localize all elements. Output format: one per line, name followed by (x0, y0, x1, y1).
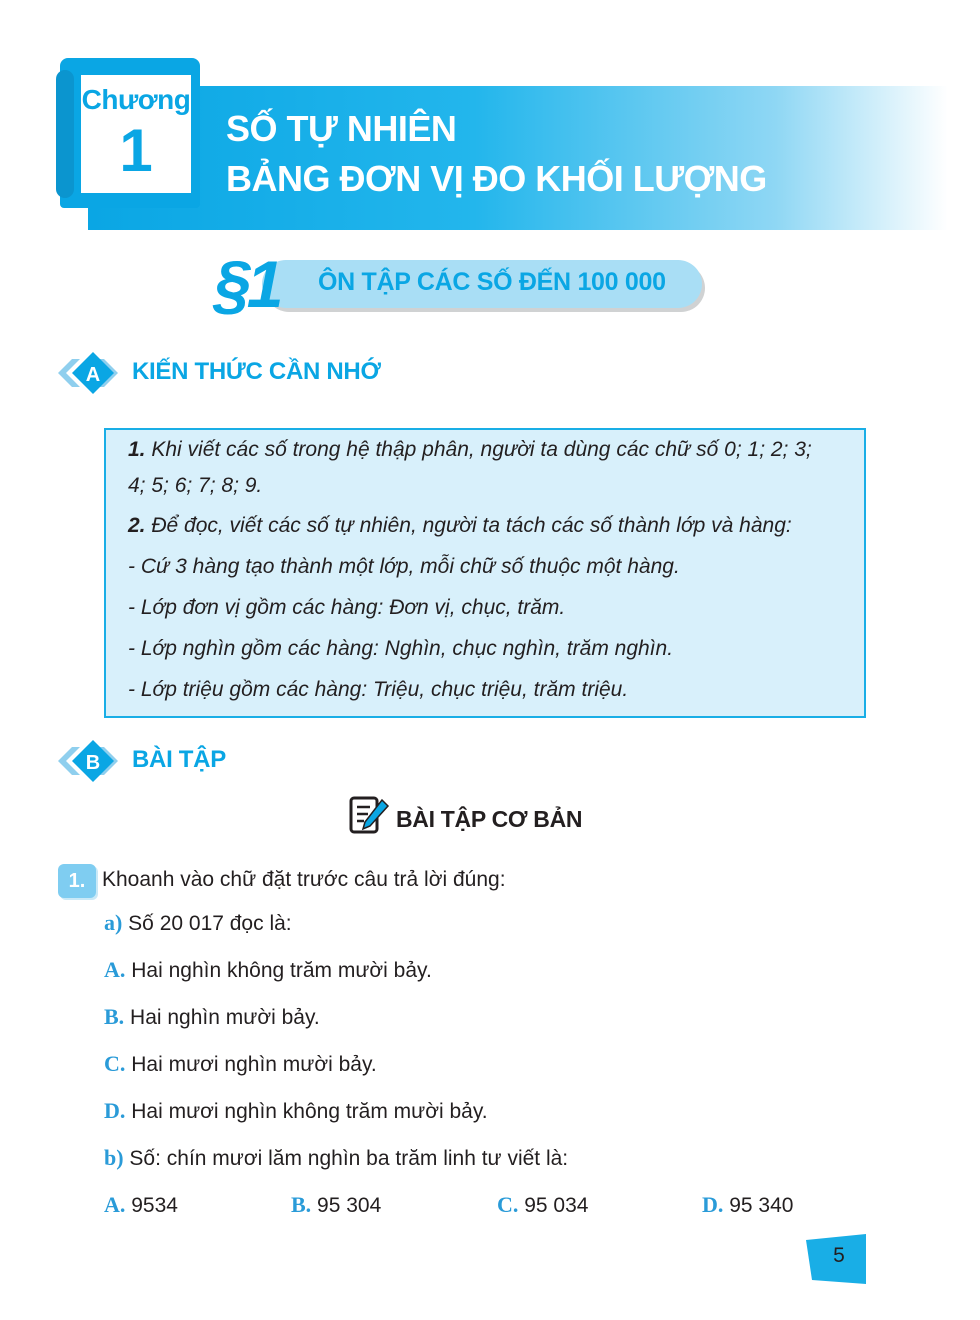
chapter-label: Chương (81, 84, 191, 115)
answer-option: D. 95 340 (702, 1192, 794, 1217)
part-a-badge-letter: A (85, 364, 101, 386)
knowledge-line: 2. Để đọc, viết các số tự nhiên, người ta tách các số thành lớp và hàng: (128, 514, 792, 537)
question-number-badge: 1. (58, 864, 96, 898)
answer-option: B. Hai nghìn mười bảy. (104, 1004, 320, 1029)
section-title: ÔN TẬP CÁC SỐ ĐẾN 100 000 (318, 268, 666, 296)
section-mark: §1 (214, 247, 280, 321)
knowledge-line: 1. Khi viết các số trong hệ thập phân, người ta dùng các chữ số 0; 1; 2; 3; (128, 438, 812, 461)
answer-option: C. 95 034 (497, 1192, 589, 1217)
chapter-scroll-curl (56, 70, 74, 198)
knowledge-line: - Lớp triệu gồm các hàng: Triệu, chục triệu, trăm triệu. (128, 678, 629, 701)
knowledge-line: - Lớp đơn vị gồm các hàng: Đơn vị, chục, trăm. (128, 596, 566, 619)
part-a-heading: KIẾN THỨC CẦN NHỚ (132, 358, 381, 385)
answer-option: D. Hai mươi nghìn không trăm mười bảy. (104, 1098, 488, 1123)
question-part-a: a) Số 20 017 đọc là: (104, 910, 292, 935)
chapter-number: 1 (119, 117, 153, 184)
knowledge-line: 4; 5; 6; 7; 8; 9. (128, 474, 263, 497)
notepad-pencil-icon (348, 794, 390, 836)
part-b-heading: BÀI TẬP (132, 746, 226, 773)
chapter-title-line1: SỐ TỰ NHIÊN (226, 108, 457, 149)
knowledge-line: - Cứ 3 hàng tạo thành một lớp, mỗi chữ số thuộc một hàng. (128, 555, 680, 578)
page-number: 5 (833, 1244, 845, 1267)
answer-option: B. 95 304 (291, 1192, 382, 1217)
basic-exercises-label: BÀI TẬP CƠ BẢN (396, 806, 583, 832)
answer-option: A. 9534 (104, 1192, 178, 1217)
part-b-badge-icon (56, 738, 126, 784)
knowledge-line: - Lớp nghìn gồm các hàng: Nghìn, chục nghìn, trăm nghìn. (128, 637, 674, 660)
answer-option: C. Hai mươi nghìn mười bảy. (104, 1051, 377, 1076)
question-prompt: Khoanh vào chữ đặt trước câu trả lời đúng: (102, 868, 506, 891)
question-part-b: b) Số: chín mươi lăm nghìn ba trăm linh tư viết là: (104, 1145, 569, 1170)
answer-option: A. Hai nghìn không trăm mười bảy. (104, 957, 432, 982)
chapter-title-line2: BẢNG ĐƠN VỊ ĐO KHỐI LƯỢNG (226, 158, 767, 199)
part-b-badge-letter: B (85, 752, 101, 774)
part-a-badge-icon (56, 350, 126, 396)
